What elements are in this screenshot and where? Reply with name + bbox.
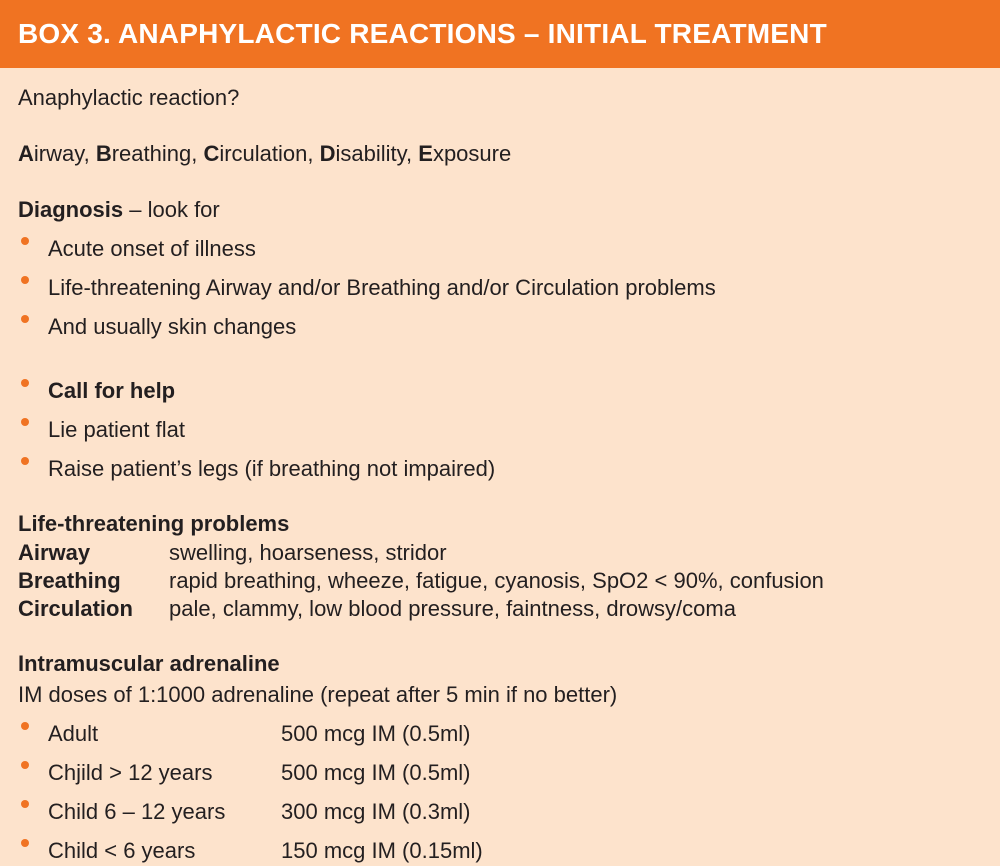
- diagnosis-item: Life-threatening Airway and/or Breathing and/or Circulation problems: [48, 275, 716, 300]
- problem-row: [18, 595, 982, 623]
- adrenaline-subheading: IM doses of 1:1000 adrenaline (repeat after 5 min if no better): [18, 682, 618, 707]
- dose-group: Child < 6 years: [48, 838, 196, 863]
- abcde-initial: D: [319, 141, 336, 166]
- action-item: Lie patient flat: [48, 417, 185, 442]
- dose-row: [18, 788, 982, 827]
- bullet-icon: [18, 445, 48, 476]
- dose-value: 500 mcg IM (0.5ml): [281, 721, 471, 746]
- bullet-icon: [18, 225, 48, 256]
- abcde-rest: irway,: [33, 141, 96, 166]
- abcde-initial: E: [418, 141, 433, 166]
- dose-group: Adult: [48, 721, 99, 746]
- abcde-initial: A: [18, 141, 34, 166]
- action-item: Call for help: [48, 378, 176, 403]
- adrenaline-heading-text: Intramuscular adrenaline: [18, 651, 280, 676]
- bullet-icon: [18, 710, 48, 741]
- problem-desc: pale, clammy, low blood pressure, faintness, drowsy/coma: [169, 596, 736, 621]
- problem-term: Airway: [18, 540, 91, 565]
- box-content: [0, 68, 1000, 866]
- problem-term: Breathing: [18, 568, 121, 593]
- list-item: [18, 367, 982, 406]
- problem-row: [18, 539, 982, 567]
- abcde-initial: C: [203, 141, 220, 166]
- abcde-rest: xposure: [432, 141, 512, 166]
- problems-heading: [18, 508, 982, 539]
- bullet-icon: [18, 264, 48, 295]
- list-item: [18, 264, 982, 303]
- dose-row: [18, 710, 982, 749]
- diagnosis-item: Acute onset of illness: [48, 236, 256, 261]
- box-title: BOX 3. ANAPHYLACTIC REACTIONS – INITIAL TREATMENT: [18, 18, 827, 49]
- problems-heading-text: Life-threatening problems: [18, 511, 290, 536]
- adrenaline-heading: [18, 648, 982, 679]
- dose-group: Chjild > 12 years: [48, 760, 213, 785]
- problem-desc: swelling, hoarseness, stridor: [169, 540, 447, 565]
- question-line: Anaphylactic reaction?: [18, 85, 240, 110]
- abcde-rest: isability,: [335, 141, 419, 166]
- problem-row: [18, 567, 982, 595]
- dose-row: [18, 749, 982, 788]
- bullet-icon: [18, 827, 48, 858]
- abcde-rest: reathing,: [111, 141, 204, 166]
- list-item: [18, 303, 982, 342]
- problem-term: Circulation: [18, 596, 133, 621]
- bullet-icon: [18, 406, 48, 437]
- bullet-icon: [18, 367, 48, 398]
- dose-group: Child 6 – 12 years: [48, 799, 226, 824]
- problem-desc: rapid breathing, wheeze, fatigue, cyanosis, SpO2 < 90%, confusion: [169, 568, 824, 593]
- dose-value: 150 mcg IM (0.15ml): [281, 838, 483, 863]
- diagnosis-heading: Diagnosis: [18, 197, 124, 222]
- abcde-initial: B: [95, 141, 112, 166]
- list-item: [18, 445, 982, 484]
- abcde-rest: irculation,: [219, 141, 320, 166]
- bullet-icon: [18, 749, 48, 780]
- action-item: Raise patient’s legs (if breathing not impaired): [48, 456, 496, 481]
- diagnosis-heading-line: [18, 194, 982, 225]
- bullet-icon: [18, 788, 48, 819]
- list-item: [18, 406, 982, 445]
- box-header: [0, 0, 1000, 68]
- list-item: [18, 225, 982, 264]
- diagnosis-suffix: – look for: [123, 197, 220, 222]
- bullet-icon: [18, 303, 48, 334]
- diagnosis-item: And usually skin changes: [48, 314, 297, 339]
- dose-row: [18, 827, 982, 866]
- dose-value: 300 mcg IM (0.3ml): [281, 799, 471, 824]
- abcde-line: [18, 138, 982, 169]
- dose-value: 500 mcg IM (0.5ml): [281, 760, 471, 785]
